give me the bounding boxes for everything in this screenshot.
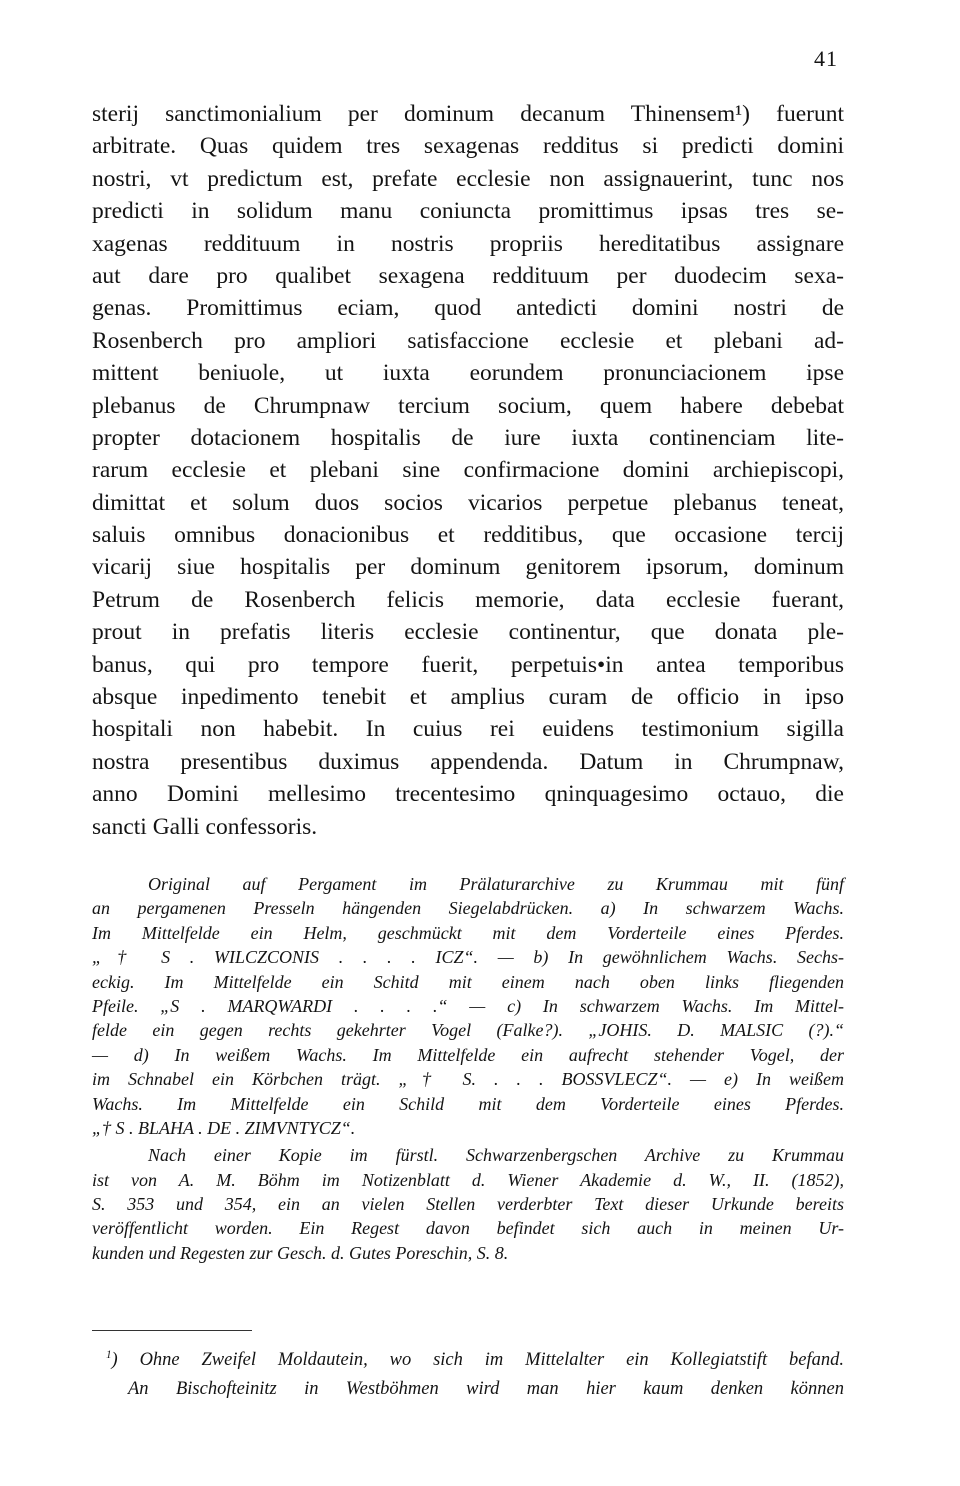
body-line: nostri, vt predictum est, prefate ecclesie non assignauerint, tunc nos	[92, 165, 844, 192]
footnote-line	[92, 1346, 844, 1375]
note-line: „† S . WILCZCONIS . . . . ICZ“. — b) In gewöhnlichem Wachs. Sechs-	[92, 947, 844, 968]
note-line: an pergamenen Presseln hängenden Siegelabdrücken. a) In schwarzem Wachs.	[92, 898, 844, 919]
body-line: genas. Promittimus eciam, quod antedicti domini nostri de	[92, 295, 844, 322]
body-line: rarum ecclesie et plebani sine confirmacione domini archiepiscopi,	[92, 457, 844, 484]
note-line: kunden und Regesten zur Gesch. d. Gutes Poreschin, S. 8.	[92, 1242, 509, 1263]
footnote-text: ) Ohne Zweifel Moldautein, wo sich im Mittelalter ein Kollegiatstift befand.	[111, 1350, 844, 1370]
note-line: veröffentlicht worden. Ein Regest davon befindet sich auch in meinen Ur-	[92, 1218, 844, 1239]
note-line: — d) In weißem Wachs. Im Mittelfelde ein aufrecht stehender Vogel, der	[92, 1044, 844, 1065]
body-line: saluis omnibus donacionibus et redditibus, que occasione tercij	[92, 522, 844, 549]
footnote-divider	[92, 1330, 252, 1331]
body-line: hospitali non habebit. In cuius rei euidens testimonium sigilla	[92, 716, 844, 743]
footnote	[92, 1346, 844, 1404]
page-number: 41	[814, 46, 838, 71]
note-line: Im Mittelfelde ein Helm, geschmückt mit dem Vorderteile eines Pferdes.	[92, 922, 844, 943]
note-line: S. 353 und 354, ein an vielen Stellen verderbter Text dieser Urkunde bereits	[92, 1194, 844, 1215]
body-line: anno Domini mellesimo trecentesimo qninquagesimo octauo, die	[92, 781, 844, 808]
body-line: prout in prefatis literis ecclesie continentur, que donata ple-	[92, 619, 844, 646]
body-line: banus, qui pro tempore fuerit, perpetuis•in antea temporibus	[92, 651, 844, 678]
body-line: predicti in solidum manu coniuncta promittimus ipsas tres se-	[92, 198, 844, 225]
body-line: dimittat et solum duos socios vicarios perpetue plebanus teneat,	[92, 489, 844, 516]
document-body	[92, 98, 844, 843]
editorial-notes	[92, 872, 844, 1265]
body-line: sterij sanctimonialium per dominum decanum Thinensem¹) fuerunt	[92, 101, 844, 127]
note-line: Nach einer Kopie im fürstl. Schwarzenbergschen Archive zu Krummau	[148, 1145, 844, 1166]
note-line: eckig. Im Mittelfelde ein Schitd mit einem nach oben links fliegenden	[92, 971, 844, 992]
body-line: arbitrate. Quas quidem tres sexagenas redditus si predicti domini	[92, 133, 844, 160]
body-line: Rosenberch pro ampliori satisfaccione ecclesie et plebani ad-	[92, 327, 844, 354]
body-line: vicarij siue hospitalis per dominum genitorem ipsorum, dominum	[92, 554, 844, 581]
body-line: sancti Galli confessoris.	[92, 813, 318, 840]
body-line: aut dare pro qualibet sexagena reddituum per duodecim sexa-	[92, 262, 844, 289]
note-line: im Schnabel ein Körbchen trägt. „† S. . . . BOSSVLECZ“. — e) In weißem	[92, 1069, 844, 1090]
note-line: Pfeile. „S . MARQWARDI . . . .“ — c) In schwarzem Wachs. Im Mittel-	[92, 995, 844, 1016]
body-line: mittent beniuole, ut iuxta eorundem pronunciacionem ipse	[92, 360, 844, 387]
note-line: felde ein gegen rechts gekehrter Vogel (Falke?). „JOHIS. D. MALSIC (?).“	[92, 1020, 844, 1041]
note-line: Original auf Pergament im Prälaturarchive zu Krummau mit fünf	[148, 874, 844, 894]
book-page	[92, 0, 844, 1486]
note-line: Wachs. Im Mittelfelde ein Schild mit dem Vorderteile eines Pferdes.	[92, 1093, 844, 1114]
body-line: xagenas reddituum in nostris propriis hereditatibus assignare	[92, 230, 844, 257]
body-line: Petrum de Rosenberch felicis memorie, data ecclesie fuerant,	[92, 586, 844, 613]
note-line: ist von A. M. Böhm im Notizenblatt d. Wiener Akademie d. W., II. (1852),	[92, 1169, 844, 1190]
note-line: „† S . BLAHA . DE . ZIMVNTYCZ“.	[92, 1117, 356, 1138]
body-line: nostra presentibus duximus appendenda. Datum in Chrumpnaw,	[92, 748, 844, 775]
body-line: propter dotacionem hospitalis de iure iuxta continenciam lite-	[92, 424, 844, 451]
footnote-marker: 1	[106, 1348, 112, 1361]
footnote-line: An Bischofteinitz in Westböhmen wird man hier kaum denken können	[128, 1379, 844, 1399]
body-line: absque inpedimento tenebit et amplius curam de officio in ipso	[92, 684, 844, 711]
body-line: plebanus de Chrumpnaw tercium socium, quem habere debebat	[92, 392, 844, 419]
